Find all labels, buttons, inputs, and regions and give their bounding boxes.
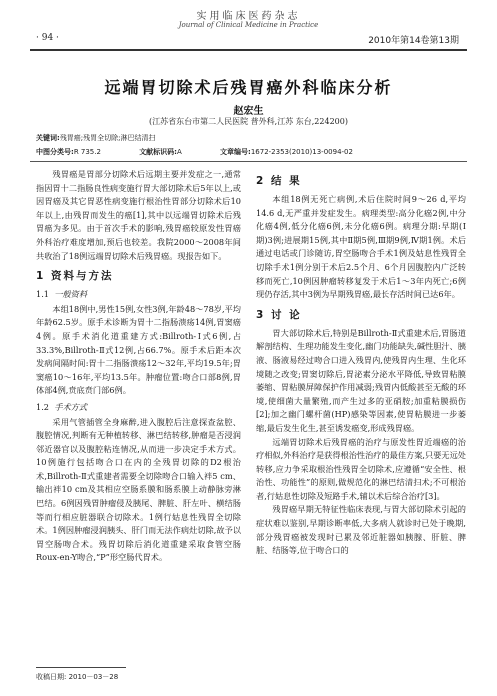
- subsection-1-2-number: 1.2: [36, 401, 50, 412]
- doc-code-label: 文献标识码:: [139, 148, 177, 156]
- surgical-method-paragraph: 采用气管插管全身麻醉,进入腹腔后注意探查盆腔、腹腔情况,判断有无种植转移、淋巴结转移,肿瘤是否浸润邻近器官以及腹腔粘连情况,从而进一步决定手术方式。10例施行包括吻合口在内的全残胃切除的D2根治术,Billroth-Ⅱ式重建者需要全切除吻合口输入袢5 cm、输出袢10 cm及其相应空肠系膜和肠系膜上动静脉旁淋巴结。6例因残胃肿瘤侵及胰尾、脾脏、肝左叶、横结肠等而行相应脏器联合切除术。1例行姑息性残胃全切除术。1例因肿瘤浸润胰头、肝门而无法作病灶切除,故予以胃空肠吻合术。残胃切除后消化道重建采取食管空肠Roux-en-Y吻合,“P”形空肠代胃术。: [36, 416, 241, 563]
- subsection-1-1-number: 1.1: [36, 289, 50, 300]
- subsection-1-2-heading: [36, 401, 241, 415]
- page-number: · 94 ·: [36, 33, 59, 43]
- keywords-line: [36, 133, 156, 143]
- journal-name-cn: 实用临床医药杂志: [196, 11, 301, 22]
- right-column: [256, 168, 466, 558]
- section-2-heading: 2 结 果: [256, 175, 302, 187]
- author-affiliation: (江苏省东台市第二人民医院 普外科,江苏 东台,224200): [149, 117, 348, 126]
- discussion-paragraph-3: 残胃癌早期无特征性临床表现,与胃大部切除术引起的症状难以鉴别,早期诊断率低,大多病人就诊时已处于晚期,部分残胃癌被发现时已累及邻近脏器如胰腺、肝脏、脾脏、结肠等,位于吻合口的: [256, 504, 466, 556]
- keywords-text: 残胃癌;残胃全切除;淋巴结清扫: [59, 134, 156, 142]
- clc-field: [36, 148, 119, 156]
- issue-info: 2010年第14卷第13期: [368, 36, 459, 46]
- subsection-1-2-label: 手术方式: [54, 401, 88, 412]
- doc-code-field: [139, 148, 200, 156]
- header-rule: [30, 49, 467, 51]
- left-column: [36, 168, 241, 565]
- results-paragraph: 本组18例无死亡病例,术后住院时间9～26 d,平均14.6 d,无严重并发症发生。病理类型:高分化癌2例,中分化癌4例,低分化癌6例,未分化癌6例。病理分期:早期(Ⅰ期)3例;进展期15例,其中Ⅱ期5例,Ⅲ期9例,Ⅳ期1例。术后通过电话或门诊随访,胃空肠吻合手术1例及姑息性残胃全切除手术1例分别于术后2.5个月、6个月因腹腔内广泛转移而死亡,10例因肿瘤转移复发于术后1～3年内死亡;6例现仍存活,其中3例为早期残胃癌,最长存活时间已达6年。: [256, 194, 466, 300]
- journal-name-en: Journal of Clinical Medicine in Practice: [178, 21, 319, 29]
- subsection-1-1-heading: [36, 288, 241, 302]
- clc-value: R 735.2: [73, 148, 101, 156]
- discussion-paragraph-1: 胃大部切除术后,特别是Billroth-Ⅱ式重建术后,胃肠道解剖结构、生理功能发生变化,幽门功能缺失,碱性胆汁、胰液、肠液易经过吻合口进入残胃内,使残胃内生理、生化环境随之改变;胃窦切除后,胃泌素分泌水平降低,导致胃粘膜萎缩、胃粘膜屏障保护作用减弱;残胃内低酸甚至无酸的环境,使细菌大量繁殖,而产生过多的亚硝胺;加重粘膜损伤[2];加之幽门螺杆菌(HP)感染等因素,使胃粘膜进一步萎缩,最后发生化生,甚至诱发癌变,形成残胃癌。: [256, 327, 466, 433]
- subsection-1-1-label: 一般资料: [54, 289, 88, 300]
- article-author: 赵宏生: [233, 106, 264, 117]
- clc-label: 中图分类号:: [36, 148, 74, 156]
- classification-line: [36, 147, 389, 157]
- article-id-value: 1672-2353(2010)13-0094-02: [250, 148, 353, 156]
- received-date: 收稿日期: 2010－03－28: [36, 673, 119, 681]
- section-3-heading: 3 讨 论: [256, 308, 302, 321]
- section-1-heading: 1 资料与方法: [36, 270, 114, 283]
- keywords-label: 关键词:: [36, 134, 60, 142]
- running-header: [0, 0, 497, 58]
- footnote-rule: [36, 667, 126, 668]
- discussion-paragraph-2: 远端胃切除术后残胃癌的治疗与原发性胃近端癌的治疗相似,外科治疗是获得根治性治疗的最佳方案,只要无远处转移,应力争采取根治性残胃全切除术,应遵循“安全性、根治性、功能性”的原则,做规范化的淋巴结清扫术;不可根治者,行姑息性切除及短路手术,辅以术后综合治疗[3]。: [256, 436, 466, 501]
- article-id-field: [220, 148, 371, 156]
- intro-paragraph: 残胃癌是胃部分切除术后远期主要并发症之一,通常指因胃十二指肠良性病变施行胃大部切除术后5年以上,或因胃癌及其它胃恶性病变施行根治性胃部分切除术后10年以上,由残胃而发生的癌[1],其中以远端胃切除术后残胃癌为多见。由于首次手术的影响,残胃癌较原发性胃癌外科治疗难度增加,预后也较差。我院2000～2008年间共收治了18例远端胃切除术后残胃癌。现报告如下。: [36, 169, 241, 261]
- article-id-label: 文章编号:: [220, 148, 251, 156]
- meta-rule: [30, 161, 467, 162]
- doc-code-value: A: [177, 148, 182, 156]
- general-data-paragraph: 本组18例中,男性15例,女性3例,年龄48～78岁,平均年龄62.5岁。原手术诊断为胃十二指肠溃疡14例,胃窦癌4例。原手术消化道重建方式:Billroth-Ⅰ式6例,占33.3%,Billroth-Ⅱ式12例,占66.7%。原手术后距本次发病间隔时间:胃十二指肠溃疡12～32年,平均19.5年;胃窦癌10～16年,平均13.5年。肿瘤位置:吻合口部8例,胃体部4例,贲底贲门部6例。: [36, 303, 241, 396]
- article-title: 远端胃切除术后残胃癌外科临床分析: [104, 78, 393, 97]
